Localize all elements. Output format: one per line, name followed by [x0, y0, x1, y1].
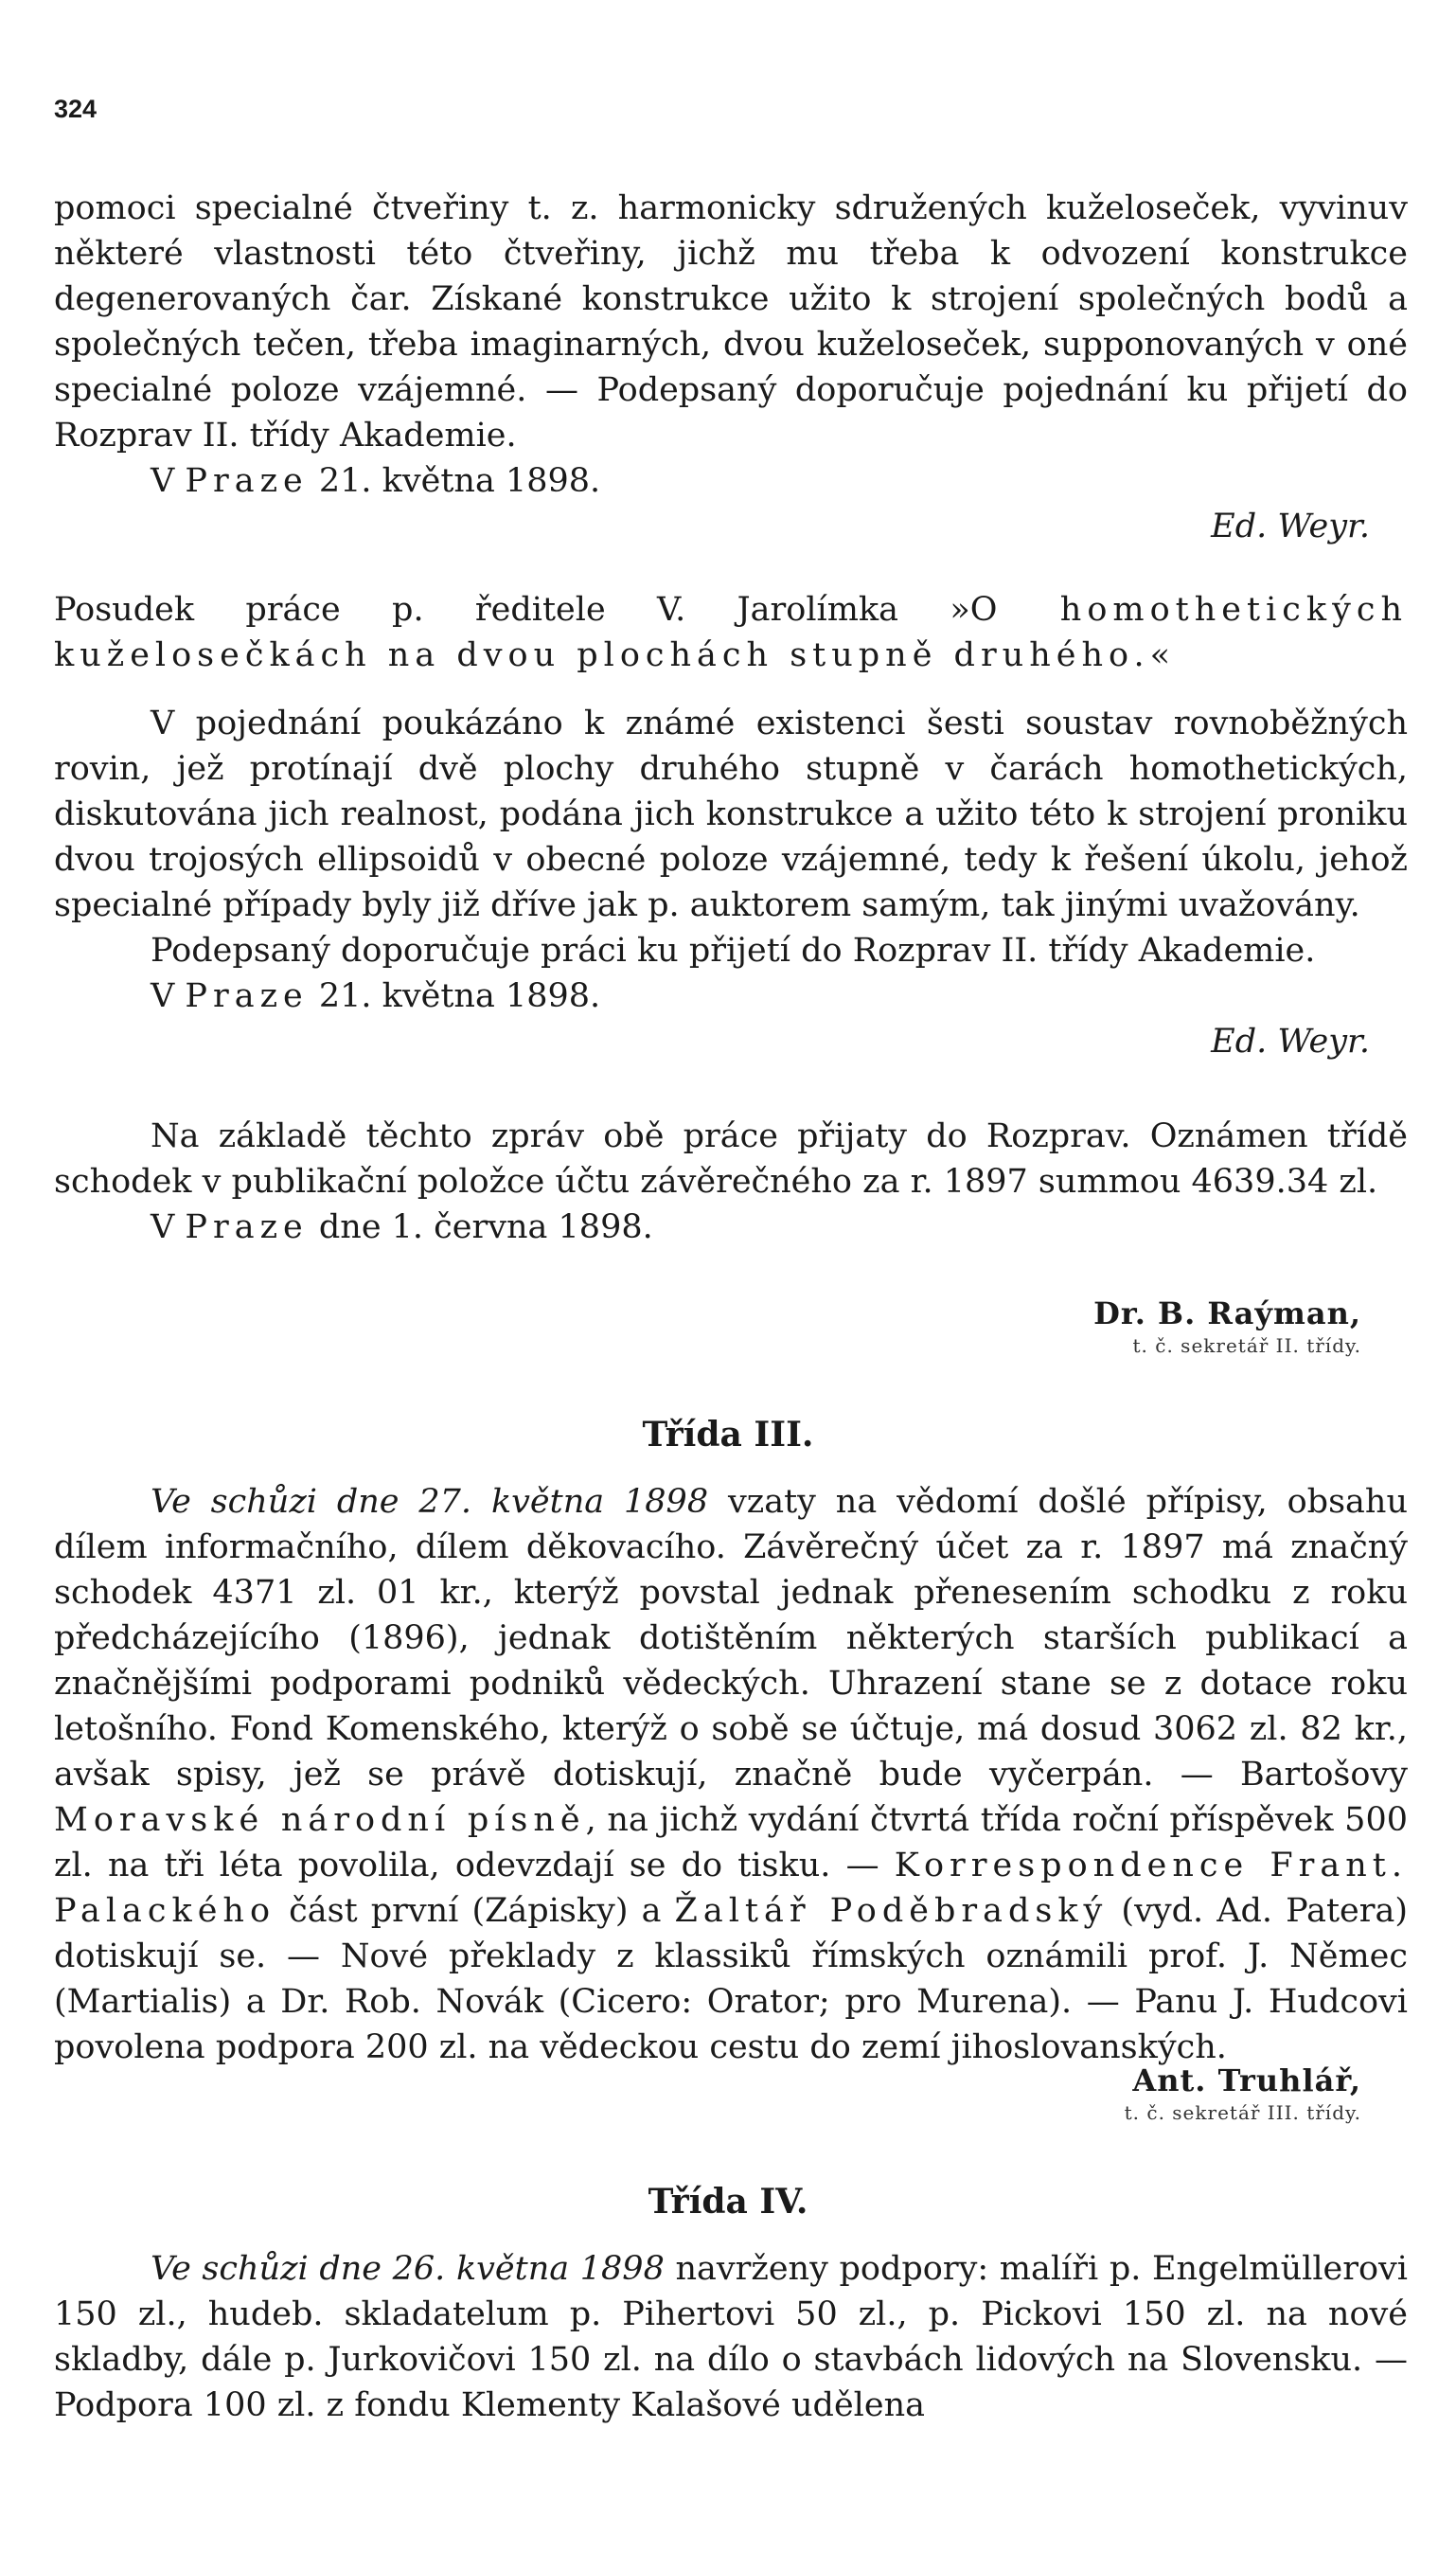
signer-name: Dr. B. Raýman,: [1093, 1295, 1361, 1331]
class-3: [54, 1479, 1408, 2070]
class-4-body: Ve schůzi dne 26. května 1898 navrženy podpory: malíři p. Engelmüllerovi 150 zl., hudeb. skladatelum p. Pihertovi 50 zl., p. Pickovi 150 zl. na nové skladby, dále p. Jurkovičovi 150 zl. na dílo o stavbách lidových na Slovensku. — Podpora 100 zl. z fondu Klementy Kalašové udělena: [54, 2250, 1408, 2424]
conclusion: [54, 1114, 1408, 1250]
report-2-place-date: V Praze 21. května 1898.: [151, 977, 601, 1015]
report-2-body: V pojednání poukázáno k známé existenci šesti soustav rovnoběžných rovin, jež protínají dvě plochy druhého stupně v čarách homothetických, diskutována jich realnost, podána jich konstrukce a užito této k strojení proniku dvou trojosých ellipsoidů v obecné poloze vzájemné, tedy k řešení úkolu, jehož specialné případy byly již dříve jak p. auktorem samým, tak jinými uvažovány.: [54, 705, 1408, 924]
class-3-heading: Třída III.: [642, 1415, 814, 1455]
conclusion-body: Na základě těchto zpráv obě práce přijaty do Rozprav. Oznámen třídě schodek v publikační položce účtu závěrečného za r. 1897 summou 4639.34 zl.: [54, 1117, 1408, 1201]
class-3-signer: [1125, 2064, 1361, 2129]
signer-title: t. č. sekretář III. třídy.: [1124, 2101, 1361, 2124]
class-4-heading: Třída IV.: [648, 2182, 808, 2222]
report-2-title: Posudek práce p. ředitele V. Jarolímka »O homothetických kuželosečkách na dvou plochách stupně druhého.«: [54, 591, 1408, 674]
report-2: [54, 587, 1408, 1064]
class-3-body: Ve schůzi dne 27. května 1898 vzaty na vědomí došlé přípisy, obsahu dílem informačního, dílem děkovacího. Závěrečný účet za r. 1897 má značný schodek 4371 zl. 01 kr., kterýž povstal jednak přenesením schodku z roku předcházejícího (1896), jednak dotištěním některých starších publikací a značnějšími podporami podniků vědeckých. Uhrazení stane se z dotace roku letošního. Fond Komenského, kterýž o sobě se účtuje, má dosud 3062 zl. 82 kr., avšak spisy, jež se právě dotiskují, značně bude vyčerpán. — Bartošovy Moravské národní písně, na jichž vydání čtvrtá třída roční příspěvek 500 zl. na tři léta povolila, odevzdají se do tisku. — Korrespondence Frant. Palackého část první (Zápisky) a Žaltář Poděbradský (vyd. Ad. Patera) dotiskují se. — Nové překlady z klassiků římských oznámili prof. J. Němec (Martialis) a Dr. Rob. Novák (Cicero: Orator; pro Murena). — Panu J. Hudcovi povolena podpora 200 zl. na vědeckou cestu do zemí jihoslovanských.: [54, 1483, 1409, 2066]
page-number: 324: [54, 95, 98, 123]
report-1-place-date: V Praze 21. května 1898.: [151, 462, 601, 500]
report-2-recommendation: Podepsaný doporučuje práci ku přijetí do Rozprav II. třídy Akademie.: [151, 932, 1316, 970]
conclusion-signer: [1093, 1297, 1361, 1362]
report-1-signature: Ed. Weyr.: [1211, 508, 1370, 545]
signer-name: Ant. Truhlář,: [1132, 2062, 1361, 2098]
class-4: [54, 2246, 1408, 2428]
signer-title: t. č. sekretář II. třídy.: [1132, 1334, 1361, 1357]
report-1-body: pomoci specialné čtveřiny t. z. harmonicky sdružených kuželoseček, vyvinuv některé vlastnosti této čtveřiny, jichž mu třeba k odvození konstrukce degenerovaných čar. Získané konstrukce užito k strojení společných bodů a společných tečen, třeba imaginarných, dvou kuželoseček, supponovaných v oné specialné poloze vzájemné. — Podepsaný doporučuje pojednání ku přijetí do Rozprav II. třídy Akademie.: [54, 189, 1408, 455]
report-2-signature: Ed. Weyr.: [1211, 1023, 1370, 1061]
report-1: [54, 186, 1408, 549]
conclusion-place-date: V Praze dne 1. června 1898.: [151, 1208, 653, 1246]
